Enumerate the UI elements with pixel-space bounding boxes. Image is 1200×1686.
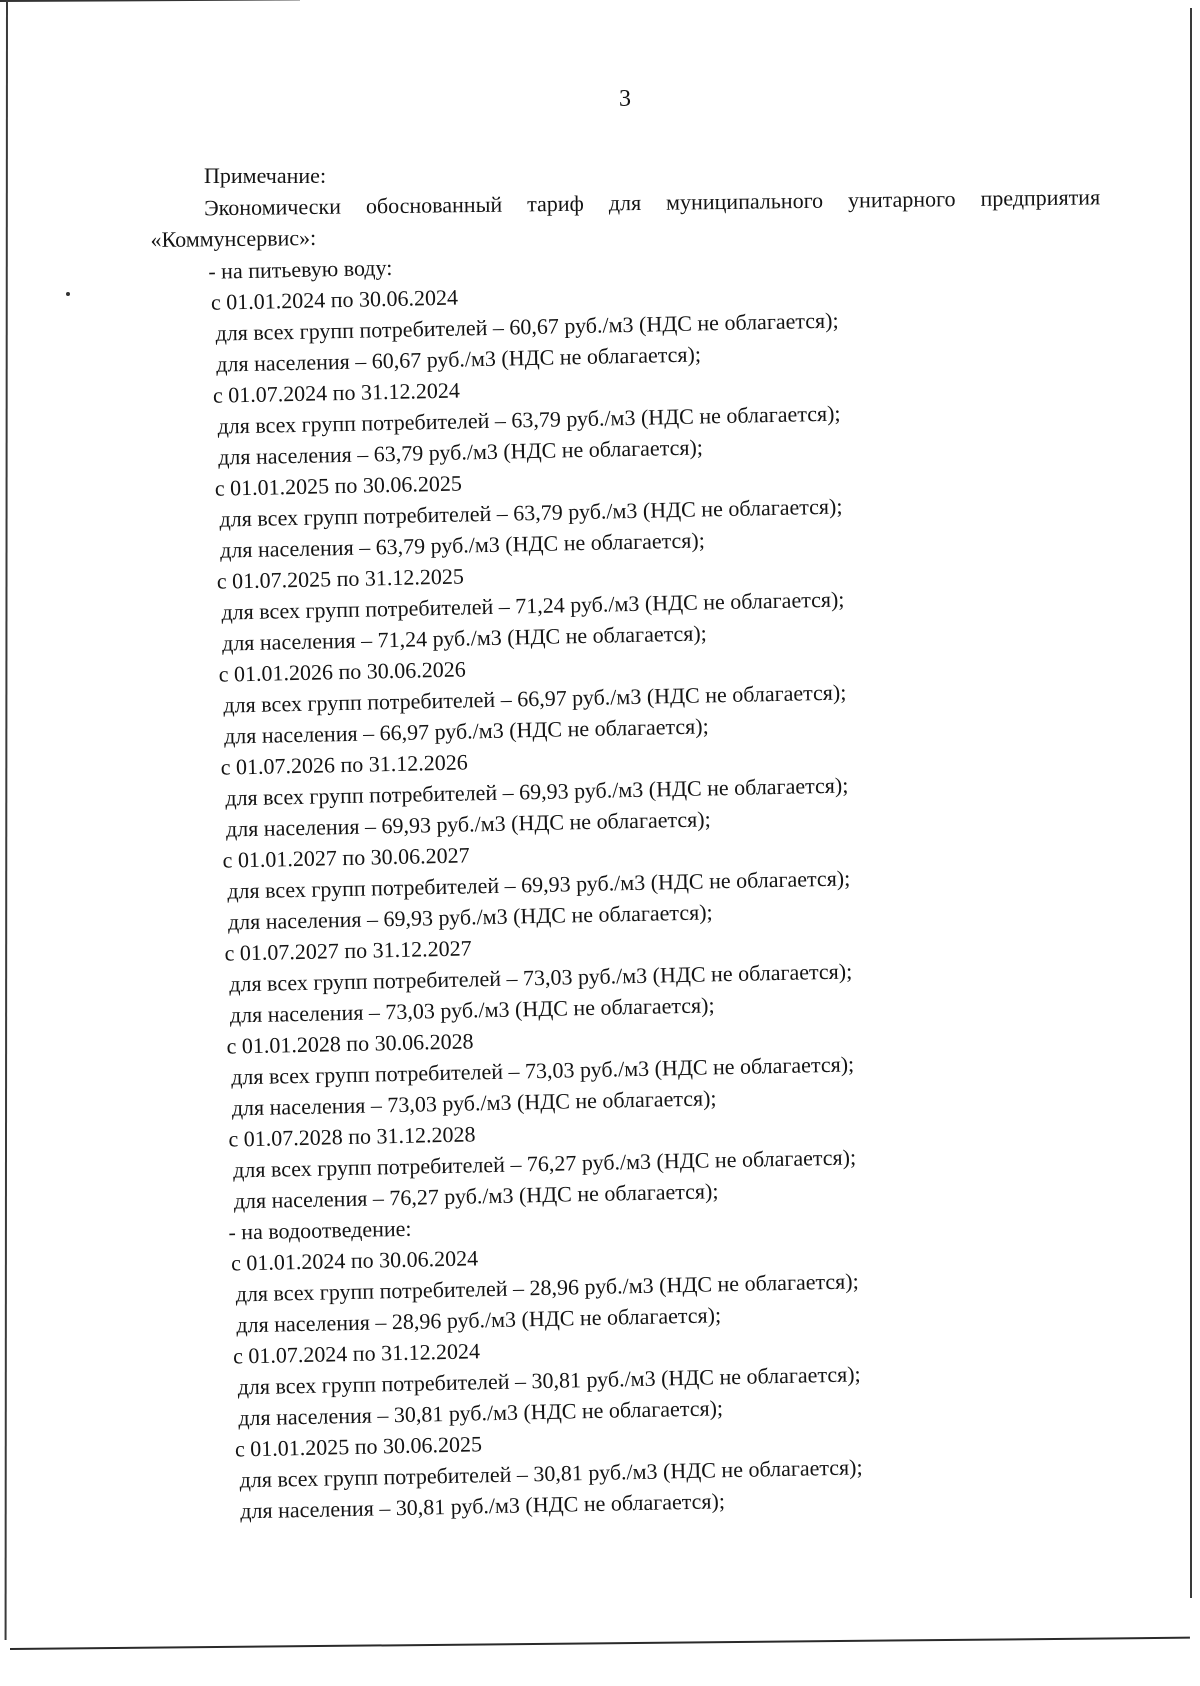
tariff-population: для населения – 60,67 руб./м3 (НДС не облагается); xyxy=(215,341,702,377)
period-range: с 01.07.2027 по 31.12.2027 xyxy=(224,935,472,966)
scan-speck xyxy=(66,292,70,296)
note-label: Примечание: xyxy=(204,163,327,188)
tariff-population: для населения – 71,24 руб./м3 (НДС не облагается); xyxy=(221,620,708,656)
period-range: с 01.07.2025 по 31.12.2025 xyxy=(216,563,465,594)
tariff-population: для населения – 63,79 руб./м3 (НДС не облагается); xyxy=(217,434,704,470)
period-range: с 01.07.2024 по 31.12.2024 xyxy=(232,1338,481,1369)
period-range: с 01.01.2026 по 30.06.2026 xyxy=(218,656,467,687)
tariff-population: для населения – 66,97 руб./м3 (НДС не облагается); xyxy=(223,713,709,749)
page-edge-right xyxy=(1190,8,1192,1598)
period-range: с 01.01.2028 по 30.06.2028 xyxy=(226,1028,474,1059)
page-edge-top xyxy=(0,0,300,2)
tariff-section xyxy=(170,1198,1126,1528)
section-heading: - на питьевую воду: xyxy=(208,254,393,284)
tariff-population: для населения – 69,93 руб./м3 (НДС не облагается); xyxy=(227,899,713,935)
tariff-population: для населения – 28,96 руб./м3 (НДС не облагается); xyxy=(236,1302,722,1338)
period-range: с 01.01.2027 по 30.06.2027 xyxy=(222,842,470,873)
tariff-list xyxy=(150,237,1126,1528)
tariff-population: для населения – 30,81 руб./м3 (НДС не облагается); xyxy=(238,1395,724,1431)
tariff-all-groups: для всех групп потребителей – 60,67 руб./м3 (НДС не облагается); xyxy=(215,307,839,346)
period-range: с 01.07.2026 по 31.12.2026 xyxy=(220,749,468,780)
tariff-all-groups: для всех групп потребителей – 69,93 руб./м3 (НДС не облагается); xyxy=(227,865,851,904)
section-heading: - на водоотведение: xyxy=(228,1215,412,1245)
tariff-all-groups: для всех групп потребителей – 71,24 руб./м3 (НДС не облагается); xyxy=(221,586,845,625)
period-range: с 01.01.2025 по 30.06.2025 xyxy=(214,470,463,501)
period-range: с 01.01.2025 по 30.06.2025 xyxy=(234,1431,483,1462)
tariff-all-groups: для всех групп потребителей – 30,81 руб./м3 (НДС не облагается); xyxy=(237,1361,861,1400)
tariff-all-groups: для всех групп потребителей – 63,79 руб./м3 (НДС не облагается); xyxy=(217,400,841,439)
tariff-all-groups: для всех групп потребителей – 73,03 руб./м3 (НДС не облагается); xyxy=(228,958,853,997)
period-range: с 01.07.2028 по 31.12.2028 xyxy=(228,1121,476,1152)
tariff-all-groups: для всех групп потребителей – 73,03 руб./м3 (НДС не облагается); xyxy=(230,1051,855,1090)
page-edge-bottom xyxy=(10,1637,1190,1650)
tariff-all-groups: для всех групп потребителей – 30,81 руб./м3 (НДС не облагается); xyxy=(239,1454,863,1493)
tariff-population: для населения – 76,27 руб./м3 (НДС не облагается); xyxy=(233,1178,719,1214)
tariff-population: для населения – 69,93 руб./м3 (НДС не облагается); xyxy=(225,806,711,842)
tariff-population: для населения – 73,03 руб./м3 (НДС не облагается); xyxy=(231,1085,717,1121)
page-edge-left xyxy=(5,0,8,1640)
document-body xyxy=(150,160,1100,1528)
tariff-population: для населения – 73,03 руб./м3 (НДС не облагается); xyxy=(229,992,715,1028)
tariff-section xyxy=(150,237,1120,1218)
period-range: с 01.01.2024 по 30.06.2024 xyxy=(230,1245,479,1276)
tariff-all-groups: для всех групп потребителей – 63,79 руб./м3 (НДС не облагается); xyxy=(219,493,843,532)
page-number: 3 xyxy=(619,86,631,112)
intro-paragraph: Экономически обоснованный тариф для муниципального унитарного предприятия «Коммунсервис»: xyxy=(150,184,1101,252)
period-range: с 01.07.2024 по 31.12.2024 xyxy=(212,377,461,408)
tariff-all-groups: для всех групп потребителей – 66,97 руб./м3 (НДС не облагается); xyxy=(223,679,847,718)
tariff-all-groups: для всех групп потребителей – 76,27 руб./м3 (НДС не облагается); xyxy=(232,1144,857,1183)
tariff-population: для населения – 30,81 руб./м3 (НДС не облагается); xyxy=(240,1488,726,1524)
tariff-all-groups: для всех групп потребителей – 28,96 руб./м3 (НДС не облагается); xyxy=(235,1268,859,1307)
period-range: с 01.01.2024 по 30.06.2024 xyxy=(210,284,459,315)
tariff-population: для населения – 63,79 руб./м3 (НДС не облагается); xyxy=(219,527,706,563)
tariff-all-groups: для всех групп потребителей – 69,93 руб./м3 (НДС не облагается); xyxy=(225,772,849,811)
